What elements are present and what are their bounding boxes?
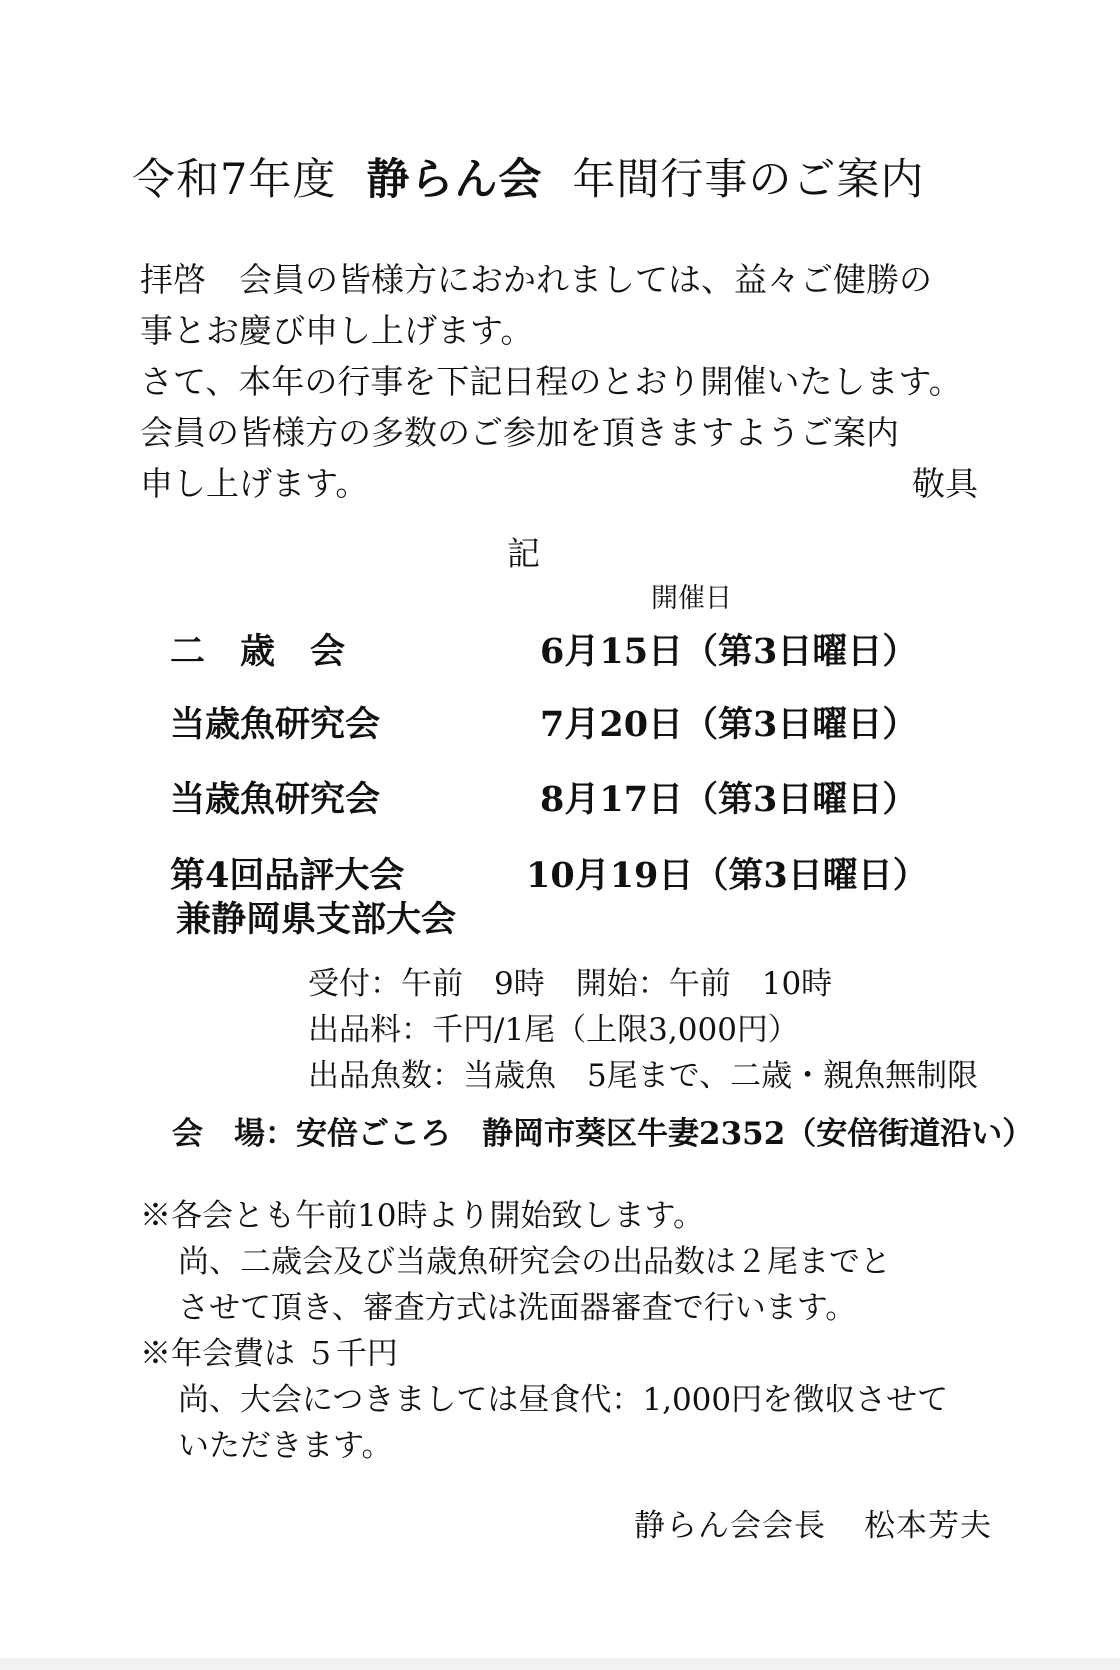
note-line: させて頂き、審査方式は洗面器審査で行います。 [178,1290,857,1326]
detail-fee: 出品料：千円/1尾（上限3,000円） [308,1012,799,1048]
greeting-line: 申し上げます。 [140,464,369,503]
event-name: 第4回品評大会 [170,855,405,896]
title-subject: 年間行事のご案内 [572,155,925,205]
greeting-paragraph [140,254,1000,509]
signature [634,1500,992,1545]
date-column-header: 開催日 [651,583,732,614]
page-bottom-edge [0,1658,1120,1670]
ki-marker: 記 [507,534,540,573]
greeting-line-last [140,458,1000,509]
greeting-line: 事とお慶び申し上げます。 [140,311,534,350]
signature-name: 松本芳夫 [864,1508,992,1544]
event-date: 8月17日（第3日曜日） [540,779,918,820]
event-subname: 兼静岡県支部大会 [176,899,457,940]
closing-word: 敬具 [912,464,978,503]
greeting-line: 拝啓 会員の皆様方におかれましては、益々ご健勝の [140,260,932,299]
venue-line: 会 場：安倍ごころ 静岡市葵区牛妻2352（安倍街道沿い） [172,1116,1034,1152]
document-title [132,146,924,207]
detail-fish-count: 出品魚数：当歳魚 5尾まで、二歳・親魚無制限 [308,1058,979,1094]
event-name: 当歳魚研究会 [170,704,381,745]
title-year: 令和7年度 [132,155,337,205]
event-date: 7月20日（第3日曜日） [540,704,918,745]
note-line: いただきます。 [178,1428,393,1464]
detail-reception: 受付：午前 9時 開始：午前 10時 [308,966,833,1002]
greeting-line: 会員の皆様方の多数のご参加を頂きますようご案内 [140,413,899,452]
note-line: 尚、二歳会及び当歳魚研究会の出品数は２尾までと [178,1244,891,1280]
event-date: 6月15日（第3日曜日） [540,631,918,672]
greeting-line: さて、本年の行事を下記日程のとおり開催いたします。 [140,362,962,401]
note-line: 尚、大会につきましては昼食代：1,000円を徴収させて [178,1382,949,1418]
note-line: ※各会とも午前10時より開始致します。 [140,1198,704,1234]
title-organization: 静らん会 [366,155,543,205]
signature-title: 静らん会会長 [634,1508,826,1544]
event-date: 10月19日（第3日曜日） [526,855,928,896]
event-name: 二 歳 会 [170,631,346,672]
event-name: 当歳魚研究会 [170,779,381,820]
note-line: ※年会費は ５千円 [140,1336,398,1372]
